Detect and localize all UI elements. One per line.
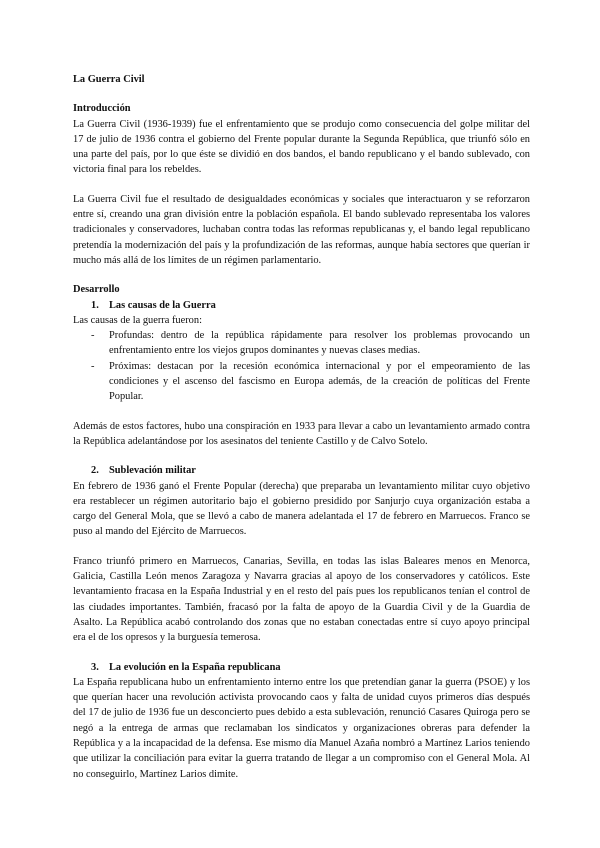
intro-paragraph-1: La Guerra Civil (1936-1939) fue el enfrentamiento que se produjo como consecuencia del golpe militar del 17 de julio de 1936 contra el gobierno del Frente popular durante la Segunda República, que triunfó sólo en una parte del país, por lo que éste se dividió en dos bandos, el bando republicano y el bando sublevado, con victoria final para los rebeldes. (73, 118, 530, 176)
section-1-title: Las causas de la Guerra (109, 299, 216, 311)
dash-bullet: - (91, 360, 95, 372)
list-item-text: Profundas: dentro de la república rápidamente para resolver los problemas provocando un enfrentamiento entre los viejos grupos dominantes y nuevas clases medias. (109, 330, 530, 357)
section-3-title: La evolución en la España republicana (109, 661, 281, 673)
section-3-number: 3. (91, 661, 99, 673)
list-item-text: Próximas: destacan por la recesión económica internacional y por el empeoramiento de las condiciones y el ascenso del fascismo en Europa además, de la creación de políticas del Frente Popular. (109, 360, 530, 403)
intro-paragraph-2: La Guerra Civil fue el resultado de desigualdades económicas y sociales que interactuaron y se reforzaron entre sí, creando una gran división entre la población española. El bando sublevado representaba los valores tradicionales y conservadores, luchaban contra todas las reformas republicanas y, el bando legal republicano pretendía la modernización del país y la profundización de las reformas, aunque había sectores que querían ir mucho más allá de los límites de un régimen parlamentario. (73, 193, 530, 266)
intro-heading: Introducción (73, 103, 131, 115)
document-title: La Guerra Civil (73, 74, 145, 85)
dash-bullet: - (91, 330, 95, 342)
causes-list (73, 328, 530, 404)
section-1-number: 1. (91, 299, 99, 311)
section-2-paragraph-2: Franco triunfó primero en Marruecos, Canarias, Sevilla, en todas las islas Baleares menos en Menorca, Galicia, Castilla León menos Zaragoza y Navarra gracias al apoyo de los conservadores y católicos. Este levantamiento fracasa en la España Industrial y en el resto del país pues los republicanos tenían el control de las ciudades importantes. También, fracasó por la falta de apoyo de la Guardia Civil y de la Guardia de Asalto. La República acabó controlando dos zonas que no estaban conectadas entre sí cuyo apoyo principal era el de los opresos y la burguesía temerosa. (73, 555, 530, 644)
section-2-paragraph-1: En febrero de 1936 ganó el Frente Popular (derecha) que preparaba un levantamiento militar cuyo objetivo era restablecer un régimen autoritario bajo el gobierno presidido por Sanjurjo cuya organización estaba a cargo del General Mola, que se llevó a cabo de manera adelantada el 17 de febrero en Marruecos. Franco se puso al mando del Ejército de Marruecos. (73, 480, 530, 538)
list-item (91, 359, 530, 405)
list-item (91, 328, 530, 359)
section-2-heading (73, 463, 530, 478)
section-2-number: 2. (91, 465, 99, 477)
section-2-title: Sublevación militar (109, 465, 196, 477)
section-3-paragraph-1: La España republicana hubo un enfrentamiento interno entre los que pretendían ganar la guerra (PSOE) y los que querían hacer una revolución activista provocando caos y falta de unidad cuyos primeros días después del 17 de julio de 1936 fue un desconcierto pues debido a esta sublevación, renunció Casares Quiroga pero se negó a la entrega de armas que reclamaban los sindicatos y organizaciones obreras para defender la República y a la incapacidad de la defensa. Ese mismo día Manuel Azaña nombró a Martínez Larios teniendo que utilizar la conciliación para evitar la guerra tratando de llegar a un compromiso con el General Mola. Al no conseguirlo, Martínez Larios dimite. (73, 676, 530, 780)
section-1-heading (73, 298, 530, 313)
section-1-paragraph: Además de estos factores, hubo una conspiración en 1933 para llevar a cabo un levantamiento armado contra la República adelantándose por los asesinatos del teniente Castillo y de Calvo Sotelo. (73, 420, 530, 447)
desarrollo-heading: Desarrollo (73, 284, 120, 296)
section-3-heading (73, 660, 530, 675)
section-1-lead: Las causas de la guerra fueron: (73, 314, 202, 326)
